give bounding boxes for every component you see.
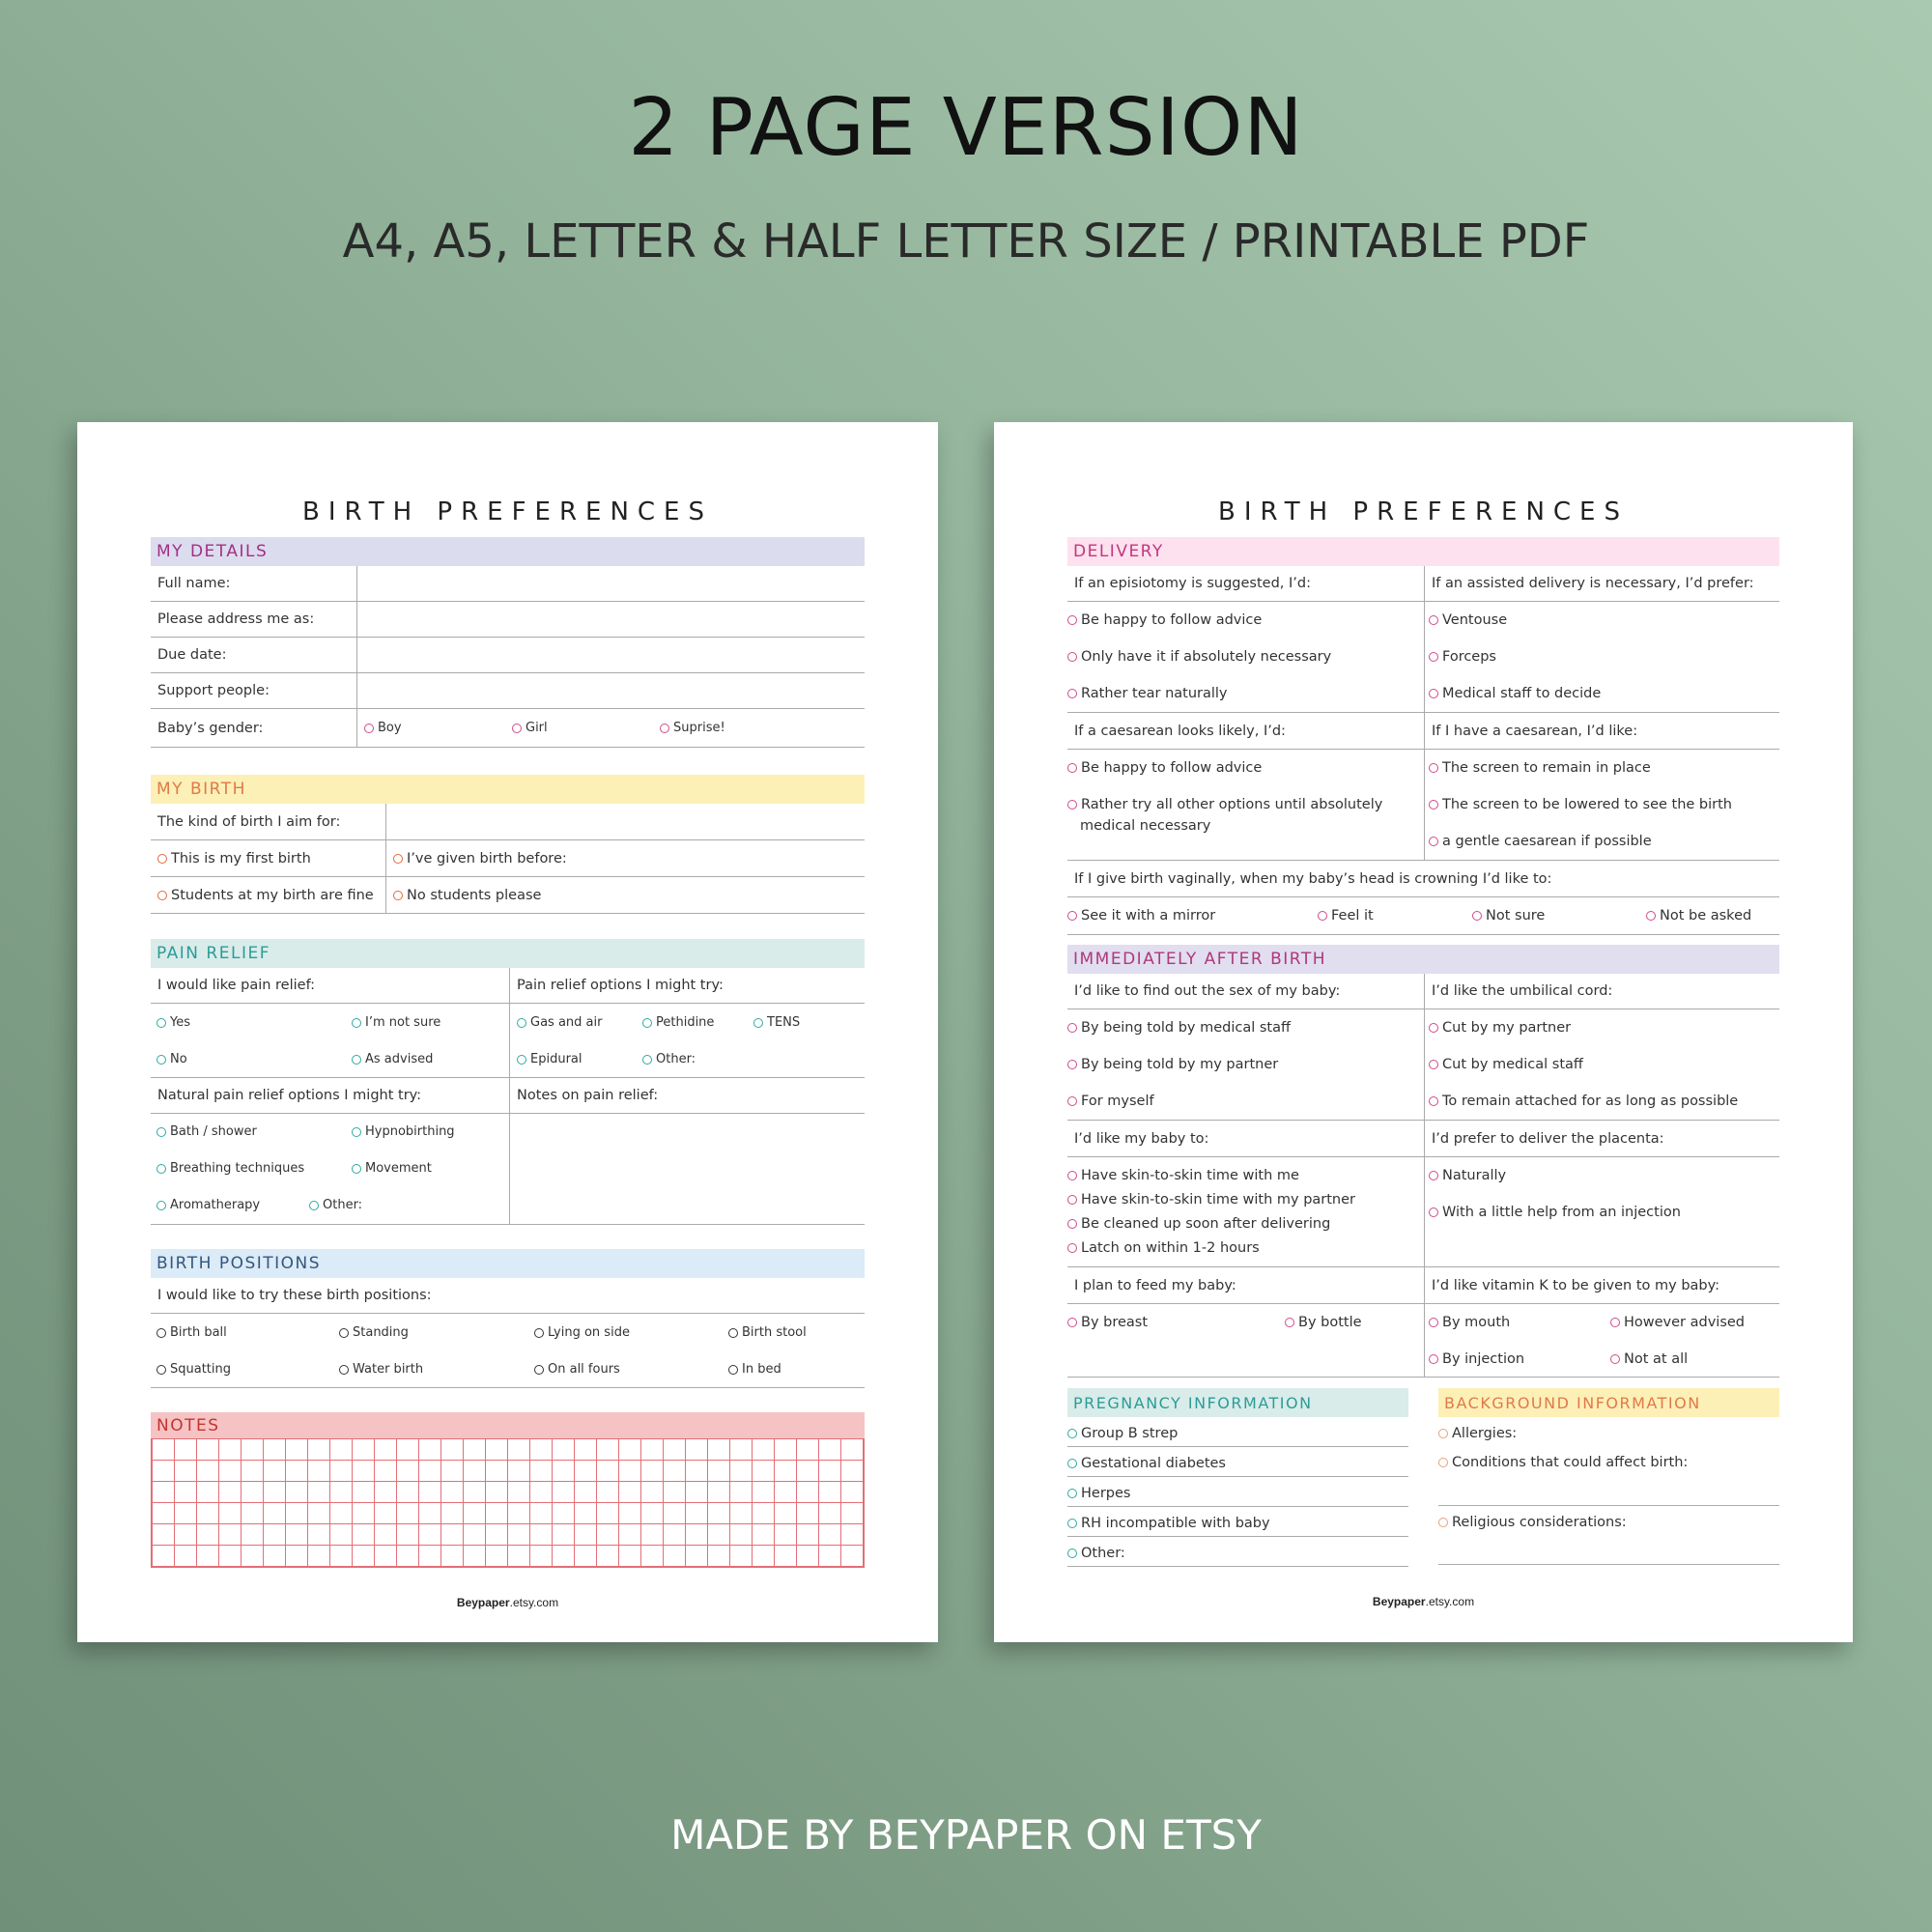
episiotomy-tear-naturally[interactable]: Rather tear naturally [1067, 686, 1228, 701]
question-label: If an assisted delivery is necessary, I’d prefer: [1432, 576, 1754, 591]
cord-remain-attached[interactable]: To remain attached for as long as possible [1429, 1094, 1738, 1109]
pregnancy-gestational-diabetes[interactable]: Gestational diabetes [1067, 1456, 1226, 1471]
radio-circle-icon [352, 1127, 361, 1137]
pregnancy-rh-incompatible[interactable]: RH incompatible with baby [1067, 1516, 1270, 1531]
assisted-staff-decide[interactable]: Medical staff to decide [1429, 686, 1601, 701]
due-date-field[interactable] [356, 638, 865, 672]
pregnancy-other[interactable]: Other: [1067, 1546, 1125, 1561]
radio-circle-icon [1429, 800, 1438, 810]
assisted-ventouse[interactable]: Ventouse [1429, 612, 1507, 628]
pregnancy-group-b-strep[interactable]: Group B strep [1067, 1426, 1178, 1441]
section-header: BACKGROUND INFORMATION [1438, 1388, 1779, 1417]
radio-circle-icon [512, 724, 522, 733]
crowning-mirror[interactable]: See it with a mirror [1067, 908, 1215, 923]
crowning-feel-it[interactable]: Feel it [1318, 908, 1374, 923]
field-label: Full name: [157, 576, 231, 591]
radio-circle-icon [1067, 652, 1077, 662]
radio-circle-icon [517, 1018, 526, 1028]
radio-circle-icon [728, 1328, 738, 1338]
baby-skin-to-skin-partner[interactable]: Have skin-to-skin time with my partner [1067, 1192, 1355, 1208]
radio-circle-icon [1610, 1354, 1620, 1364]
gender-option-boy[interactable]: Boy [364, 721, 512, 735]
radio-circle-icon [156, 1365, 166, 1375]
sex-told-by-partner[interactable]: By being told by my partner [1067, 1057, 1278, 1072]
radio-circle-icon [1067, 763, 1077, 773]
question-label: Natural pain relief options I might try: [157, 1088, 422, 1103]
radio-circle-icon [1429, 837, 1438, 846]
vitk-not-at-all[interactable]: Not at all [1610, 1351, 1688, 1367]
radio-circle-icon [1429, 1096, 1438, 1106]
full-name-field[interactable] [356, 566, 865, 601]
pain-relief-yes-option[interactable]: Yes [156, 1015, 190, 1030]
position-on-all-fours[interactable]: On all fours [534, 1362, 620, 1377]
radio-circle-icon [1472, 911, 1482, 921]
feed-by-bottle[interactable]: By bottle [1285, 1315, 1362, 1330]
page-footer: Beypaper.etsy.com [456, 1596, 559, 1609]
radio-circle-icon [1429, 1354, 1438, 1364]
radio-circle-icon [1429, 1060, 1438, 1069]
section-background-info [1438, 1388, 1779, 1565]
radio-circle-icon [1438, 1429, 1448, 1438]
feed-by-breast[interactable]: By breast [1067, 1315, 1148, 1330]
pain-relief-as-advised-option[interactable]: As advised [352, 1052, 433, 1066]
radio-circle-icon [1067, 1519, 1077, 1528]
cord-cut-by-staff[interactable]: Cut by medical staff [1429, 1057, 1583, 1072]
radio-circle-icon [1067, 1459, 1077, 1468]
radio-circle-icon [1610, 1318, 1620, 1327]
radio-circle-icon [1067, 800, 1077, 810]
radio-circle-icon [1429, 689, 1438, 698]
given-birth-before-option[interactable]: I’ve given birth before: [393, 851, 567, 867]
radio-circle-icon [1429, 1171, 1438, 1180]
radio-circle-icon [642, 1018, 652, 1028]
caesarean-screen-lowered[interactable]: The screen to be lowered to see the birth [1429, 797, 1732, 812]
radio-circle-icon [534, 1328, 544, 1338]
gender-option-girl[interactable]: Girl [512, 721, 660, 735]
radio-circle-icon [1429, 1023, 1438, 1033]
page-two [994, 422, 1853, 1642]
radio-circle-icon [393, 891, 403, 900]
pain-relief-notes-field[interactable] [510, 1114, 865, 1225]
position-water-birth[interactable]: Water birth [339, 1362, 423, 1377]
radio-circle-icon [156, 1328, 166, 1338]
field-label: Support people: [157, 683, 270, 698]
gender-option-surprise[interactable]: Suprise! [660, 721, 725, 735]
placenta-injection[interactable]: With a little help from an injection [1429, 1205, 1681, 1220]
radio-circle-icon [1429, 615, 1438, 625]
radio-circle-icon [1429, 1318, 1438, 1327]
radio-circle-icon [1067, 615, 1077, 625]
radio-circle-icon [364, 724, 374, 733]
hypnobirthing-option[interactable]: Hypnobirthing [352, 1124, 455, 1139]
page-title: BIRTH PREFERENCES [1218, 497, 1629, 526]
natural-other-option[interactable]: Other: [309, 1198, 362, 1212]
radio-circle-icon [157, 891, 167, 900]
section-header: DELIVERY [1067, 537, 1779, 566]
radio-circle-icon [1318, 911, 1327, 921]
radio-circle-icon [534, 1365, 544, 1375]
radio-circle-icon [339, 1328, 349, 1338]
section-notes [151, 1412, 865, 1568]
section-birth-positions [151, 1249, 865, 1388]
question-label: If I give birth vaginally, when my baby’s head is crowning I’d like to: [1074, 870, 1552, 887]
question-label: If I have a caesarean, I’d like: [1432, 723, 1638, 739]
background-religious[interactable]: Religious considerations: [1438, 1515, 1627, 1530]
support-people-field[interactable] [356, 673, 865, 708]
radio-circle-icon [1067, 1489, 1077, 1498]
birth-aim-field[interactable] [385, 804, 865, 839]
field-label: Due date: [157, 647, 227, 663]
radio-circle-icon [156, 1055, 166, 1065]
question-label: I’d like my baby to: [1074, 1130, 1209, 1147]
question-label: If an episiotomy is suggested, I’d: [1074, 576, 1311, 591]
radio-circle-icon [642, 1055, 652, 1065]
radio-circle-icon [352, 1055, 361, 1065]
section-delivery [1067, 537, 1779, 935]
radio-circle-icon [309, 1201, 319, 1210]
position-standing[interactable]: Standing [339, 1325, 409, 1340]
radio-circle-icon [156, 1127, 166, 1137]
section-header: PREGNANCY INFORMATION [1067, 1388, 1408, 1417]
vitk-by-mouth[interactable]: By mouth [1429, 1315, 1510, 1330]
question-label: I’d prefer to deliver the placenta: [1432, 1130, 1664, 1147]
pain-relief-no-option[interactable]: No [156, 1052, 187, 1066]
radio-circle-icon [1067, 689, 1077, 698]
radio-circle-icon [156, 1164, 166, 1174]
section-header: MY DETAILS [151, 537, 865, 566]
radio-circle-icon [157, 854, 167, 864]
radio-circle-icon [1067, 911, 1077, 921]
detail-row-due-date [151, 638, 865, 673]
epidural-option[interactable]: Epidural [517, 1052, 582, 1066]
section-header: PAIN RELIEF [151, 939, 865, 968]
section-header: MY BIRTH [151, 775, 865, 804]
baby-cleaned-up[interactable]: Be cleaned up soon after delivering [1067, 1216, 1330, 1232]
section-header: IMMEDIATELY AFTER BIRTH [1067, 945, 1779, 974]
vitk-by-injection[interactable]: By injection [1429, 1351, 1524, 1367]
radio-circle-icon [339, 1365, 349, 1375]
radio-circle-icon [1438, 1518, 1448, 1527]
field-label: The kind of birth I aim for: [157, 813, 341, 830]
question-label: I’d like vitamin K to be given to my baby: [1432, 1277, 1720, 1293]
position-birth-ball[interactable]: Birth ball [156, 1325, 227, 1340]
radio-circle-icon [393, 854, 403, 864]
episiotomy-follow-advice[interactable]: Be happy to follow advice [1067, 612, 1262, 628]
radio-circle-icon [352, 1018, 361, 1028]
radio-circle-icon [1067, 1219, 1077, 1229]
field-label: Baby’s gender: [157, 720, 264, 736]
hero-subtitle: A4, A5, LETTER & HALF LETTER SIZE / PRINTABLE PDF [342, 214, 1590, 269]
baby-skin-to-skin-me[interactable]: Have skin-to-skin time with me [1067, 1168, 1299, 1183]
section-header: BIRTH POSITIONS [151, 1249, 865, 1278]
position-birth-stool[interactable]: Birth stool [728, 1325, 807, 1340]
option-continuation: medical necessary [1080, 818, 1211, 834]
notes-grid[interactable] [151, 1438, 865, 1568]
no-students-option[interactable]: No students please [393, 888, 541, 903]
bath-shower-option[interactable]: Bath / shower [156, 1124, 257, 1139]
assisted-forceps[interactable]: Forceps [1429, 649, 1496, 665]
birth-history-row [151, 840, 865, 877]
radio-circle-icon [1429, 1208, 1438, 1217]
pain-relief-not-sure-option[interactable]: I’m not sure [352, 1015, 440, 1030]
radio-circle-icon [1067, 1060, 1077, 1069]
pregnancy-herpes[interactable]: Herpes [1067, 1486, 1130, 1501]
radio-circle-icon [1646, 911, 1656, 921]
hero-footer: MADE BY BEYPAPER ON ETSY [670, 1811, 1262, 1859]
background-conditions[interactable]: Conditions that could affect birth: [1438, 1455, 1688, 1470]
pethidine-option[interactable]: Pethidine [642, 1015, 714, 1030]
tens-option[interactable]: TENS [753, 1015, 800, 1030]
breathing-option[interactable]: Breathing techniques [156, 1161, 304, 1176]
caesarean-screen-remain[interactable]: The screen to remain in place [1429, 760, 1651, 776]
cord-cut-by-partner[interactable]: Cut by my partner [1429, 1020, 1571, 1036]
crowning-not-sure[interactable]: Not sure [1472, 908, 1545, 923]
radio-circle-icon [1067, 1243, 1077, 1253]
hero-title: 2 PAGE VERSION [628, 82, 1304, 174]
relief-other-option[interactable]: Other: [642, 1052, 696, 1066]
vitk-however-advised[interactable]: However advised [1610, 1315, 1745, 1330]
address-me-as-field[interactable] [356, 602, 865, 637]
radio-circle-icon [753, 1018, 763, 1028]
question-label: I would like to try these birth positions: [157, 1288, 432, 1303]
detail-row-gender [151, 709, 865, 748]
page-title: BIRTH PREFERENCES [302, 497, 713, 526]
radio-circle-icon [1067, 1096, 1077, 1106]
radio-circle-icon [156, 1018, 166, 1028]
question-label: Notes on pain relief: [517, 1088, 659, 1103]
page-footer: Beypaper.etsy.com [1372, 1595, 1475, 1608]
question-label: If a caesarean looks likely, I’d: [1074, 723, 1286, 739]
radio-circle-icon [1067, 1548, 1077, 1558]
section-after-birth [1067, 945, 1779, 1378]
gas-and-air-option[interactable]: Gas and air [517, 1015, 602, 1030]
question-label: I’d like to find out the sex of my baby: [1074, 983, 1341, 999]
radio-circle-icon [1429, 652, 1438, 662]
radio-circle-icon [1067, 1171, 1077, 1180]
radio-circle-icon [156, 1201, 166, 1210]
section-pregnancy-info [1067, 1388, 1408, 1567]
radio-circle-icon [1067, 1195, 1077, 1205]
birth-aim-row [151, 804, 865, 840]
crowning-not-asked[interactable]: Not be asked [1646, 908, 1751, 923]
caesarean-gentle[interactable]: a gentle caesarean if possible [1429, 834, 1652, 849]
question-label: I plan to feed my baby: [1074, 1277, 1236, 1293]
field-label: Please address me as: [157, 611, 315, 627]
section-my-details [151, 537, 865, 748]
question-label: I’d like the umbilical cord: [1432, 983, 1613, 999]
position-lying-on-side[interactable]: Lying on side [534, 1325, 630, 1340]
section-my-birth [151, 775, 865, 914]
position-in-bed[interactable]: In bed [728, 1362, 781, 1377]
students-row [151, 877, 865, 914]
detail-row-address [151, 602, 865, 638]
radio-circle-icon [1285, 1318, 1294, 1327]
radio-circle-icon [1067, 1429, 1077, 1438]
radio-circle-icon [352, 1164, 361, 1174]
position-squatting[interactable]: Squatting [156, 1362, 231, 1377]
aromatherapy-option[interactable]: Aromatherapy [156, 1198, 260, 1212]
sex-told-by-staff[interactable]: By being told by medical staff [1067, 1020, 1291, 1036]
placenta-naturally[interactable]: Naturally [1429, 1168, 1506, 1183]
radio-circle-icon [1067, 1318, 1077, 1327]
radio-circle-icon [517, 1055, 526, 1065]
detail-row-support [151, 673, 865, 709]
radio-circle-icon [728, 1365, 738, 1375]
radio-circle-icon [1438, 1458, 1448, 1467]
question-label: I would like pain relief: [157, 978, 316, 993]
students-fine-option[interactable]: Students at my birth are fine [157, 888, 374, 903]
caesarean-likely-try-other[interactable]: Rather try all other options until absolutely [1067, 797, 1382, 812]
first-birth-option[interactable]: This is my first birth [157, 851, 311, 867]
baby-latch-on[interactable]: Latch on within 1-2 hours [1067, 1240, 1260, 1256]
movement-option[interactable]: Movement [352, 1161, 432, 1176]
caesarean-likely-follow-advice[interactable]: Be happy to follow advice [1067, 760, 1262, 776]
episiotomy-only-if-necessary[interactable]: Only have it if absolutely necessary [1067, 649, 1331, 665]
radio-circle-icon [1067, 1023, 1077, 1033]
radio-circle-icon [660, 724, 669, 733]
section-pain-relief [151, 939, 865, 1225]
page-one [77, 422, 938, 1642]
sex-for-myself[interactable]: For myself [1067, 1094, 1154, 1109]
section-header: NOTES [151, 1412, 865, 1438]
detail-row-full-name [151, 566, 865, 602]
radio-circle-icon [1429, 763, 1438, 773]
background-allergies[interactable]: Allergies: [1438, 1426, 1517, 1441]
question-label: Pain relief options I might try: [517, 978, 724, 993]
